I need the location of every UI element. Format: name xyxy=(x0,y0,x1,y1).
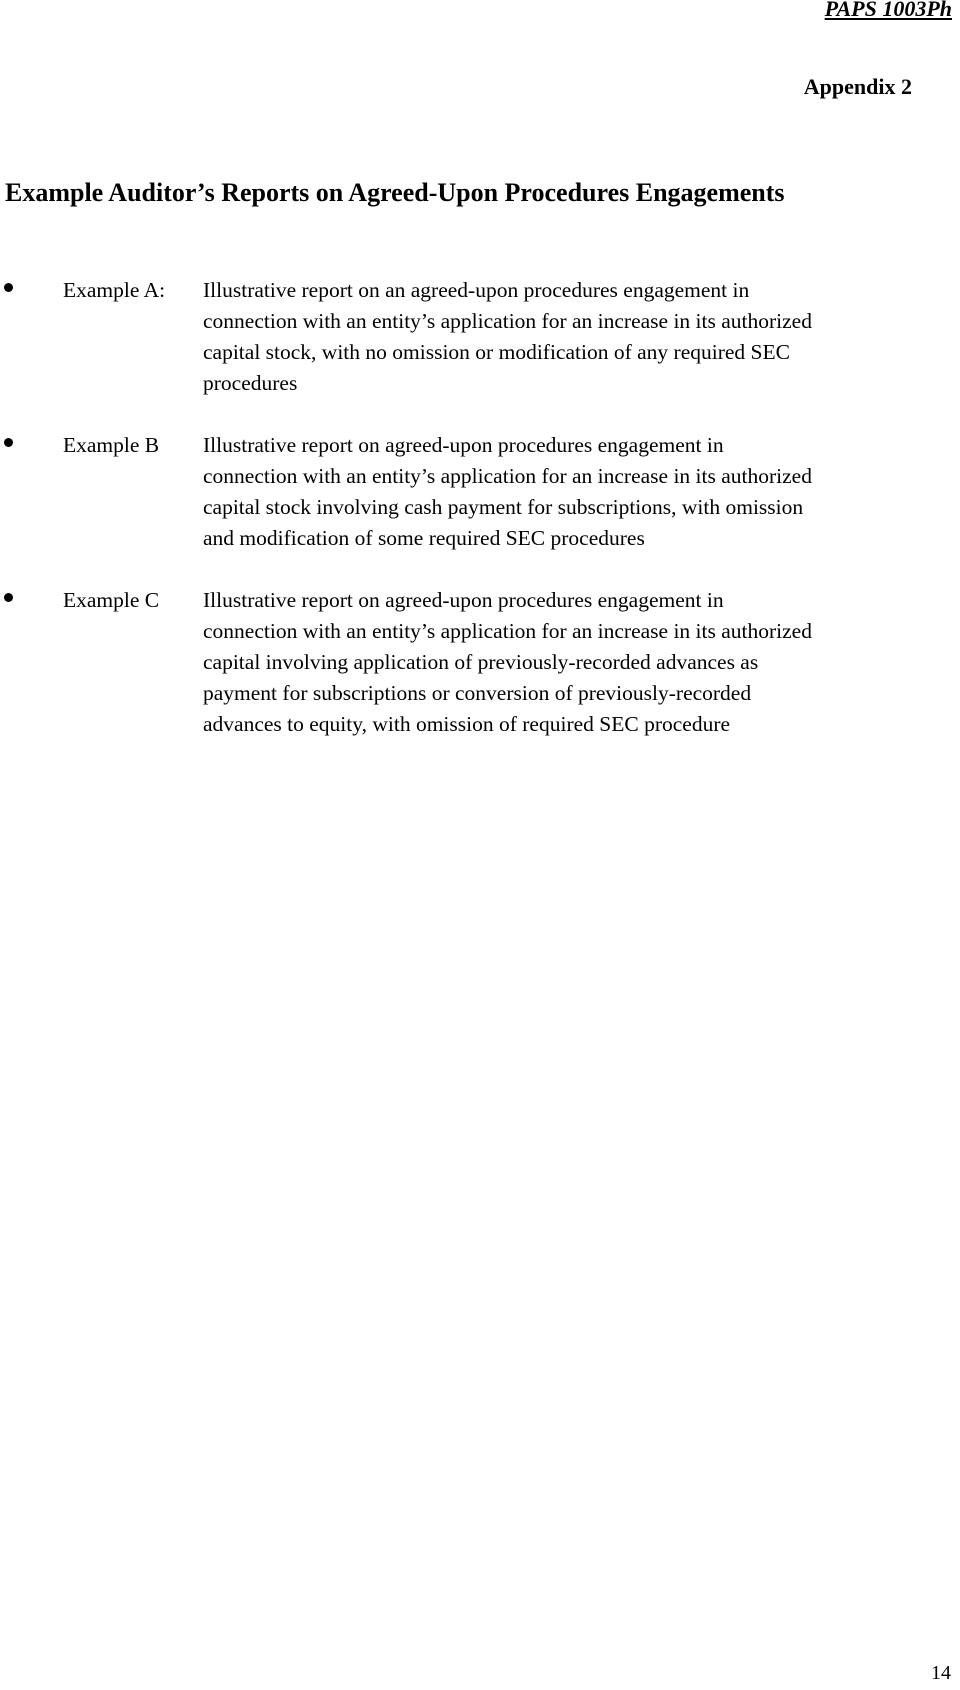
bullet-icon xyxy=(4,283,13,292)
description-line: advances to equity, with omission of required SEC procedure xyxy=(203,712,731,736)
description-line: Illustrative report on agreed-upon procedures engagement in xyxy=(203,588,724,612)
bullet-icon xyxy=(4,438,13,447)
description-line: Illustrative report on agreed-upon procedures engagement in xyxy=(203,433,724,457)
example-item-a xyxy=(0,275,960,399)
description-line: capital stock, with no omission or modification of any required SEC xyxy=(203,340,790,364)
description-line: connection with an entity’s application for an increase in its authorized xyxy=(203,464,812,488)
example-description xyxy=(203,275,955,399)
page-number: 14 xyxy=(931,1662,951,1684)
example-description xyxy=(203,585,955,740)
example-label: Example C xyxy=(63,588,160,612)
page-title: Example Auditor’s Reports on Agreed-Upon Procedures Engagements xyxy=(5,178,785,207)
description-line: payment for subscriptions or conversion of previously-recorded xyxy=(203,681,752,705)
appendix-heading: Appendix 2 xyxy=(803,74,912,99)
bullet-icon xyxy=(4,593,13,602)
document-code: PAPS 1003Ph xyxy=(824,0,952,21)
example-item-b xyxy=(0,430,960,554)
example-label: Example B xyxy=(63,433,160,457)
description-line: Illustrative report on an agreed-upon procedures engagement in xyxy=(203,278,750,302)
example-description xyxy=(203,430,955,554)
example-label: Example A: xyxy=(63,278,166,302)
description-line: connection with an entity’s application for an increase in its authorized xyxy=(203,309,812,333)
examples-list xyxy=(0,275,960,771)
description-line: procedures xyxy=(203,371,298,395)
description-line: capital stock involving cash payment for subscriptions, with omission xyxy=(203,495,804,519)
description-line: connection with an entity’s application for an increase in its authorized xyxy=(203,619,812,643)
example-item-c xyxy=(0,585,960,740)
description-line: and modification of some required SEC procedures xyxy=(203,526,645,550)
description-line: capital involving application of previously-recorded advances as xyxy=(203,650,759,674)
